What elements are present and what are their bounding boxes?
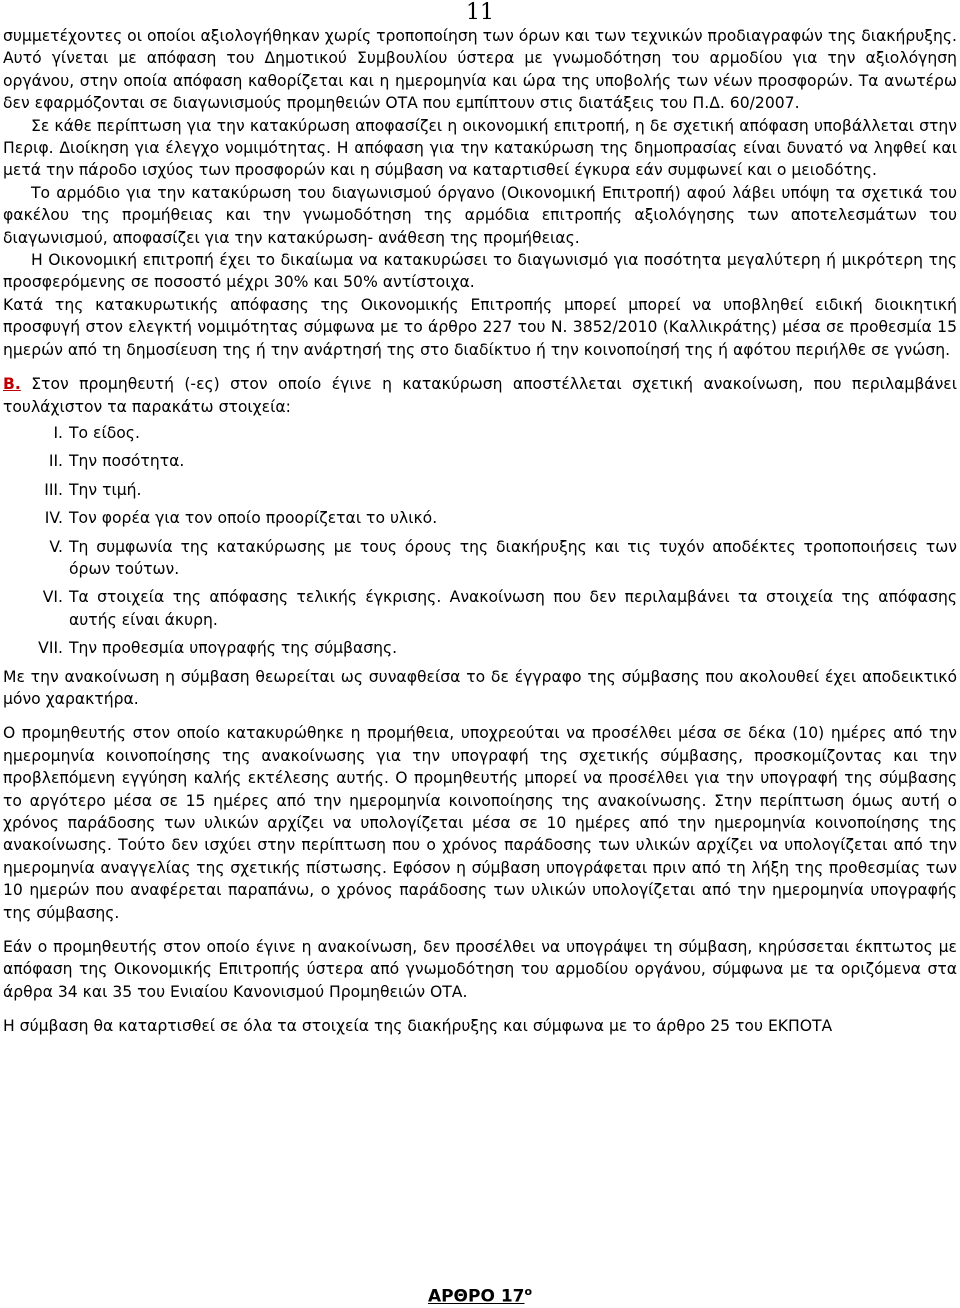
section-b-text: Στον προμηθευτή (-ες) στον οποίο έγινε η κατακύρωση αποστέλλεται σχετική ανακοίνωση, που περιλαμβάνει τουλάχιστον τα παρακάτω στοιχεία:: [3, 375, 957, 416]
list-item: [3, 536, 957, 581]
list-item-text: Τον φορέα για τον οποίο προορίζεται το υλικό.: [69, 509, 438, 528]
list-item: [3, 479, 957, 501]
page-number: 11: [466, 0, 494, 25]
list-item-text: Τη συμφωνία της κατακύρωσης με τους όρους της διακήρυξης και τις τυχόν αποδέκτες τροποποιήσεις των όρων τούτων.: [69, 537, 957, 578]
list-item-number: V.: [49, 537, 63, 556]
section-b: [3, 373, 957, 418]
article-heading-superscript: ο: [524, 1285, 533, 1298]
list-item-text: Την ποσότητα.: [69, 452, 185, 471]
paragraph-quantity-right: Η Οικονομική επιτροπή έχει το δικαίωμα να κατακυρώσει το διαγωνισμό για ποσότητα μεγαλύτερη ή μικρότερη της προσφερόμενης σε ποσοστό μέχρι 30% και 50% αντίστοιχα.: [3, 251, 957, 292]
list-item-number: IV.: [44, 509, 63, 528]
list-item-text: Τα στοιχεία της απόφασης τελικής έγκρισης. Ανακοίνωση που δεν περιλαμβάνει τα στοιχεία της απόφασης αυτής είναι άκυρη.: [69, 588, 957, 629]
list-item: [3, 586, 957, 631]
list-item: [3, 637, 957, 659]
list-item-number: VII.: [38, 639, 63, 658]
paragraph-competent-body: Το αρμόδιο για την κατακύρωση του διαγωνισμού όργανο (Οικονομική Επιτροπή) αφού λάβει υπόψη τα σχετικά του φακέλου της προμήθειας και την γνωμοδότηση της αρμόδια επιτροπής αξιολόγησης των αποτελεσμάτων του διαγωνισμού, αποφασίζει για την κατακύρωση- ανάθεση της προμήθειας.: [3, 183, 957, 247]
paragraph-committee-decision: Σε κάθε περίπτωση για την κατακύρωση αποφασίζει η οικονομική επιτροπή, η δε σχετική απόφαση υποβάλλεται στην Περιφ. Διοίκηση για έλεγχο νομιμότητας. Η απόφαση για την κατακύρωση της δημοπρασίας είναι δυνατό να ληφθεί και μετά την πάροδο ισχύος των προσφορών και η σύμβαση να καταρτισθεί έγκυρα εάν συμφωνεί και ο μειοδότης.: [3, 116, 957, 180]
list-item-text: Την προθεσμία υπογραφής της σύμβασης.: [69, 639, 398, 658]
article-heading-text: ΑΡΘΡΟ 17: [427, 1286, 525, 1307]
list-item-text: Το είδος.: [69, 423, 140, 442]
list-item-number: III.: [44, 480, 63, 499]
paragraph-resubmission: συμμετέχοντες οι οποίοι αξιολογήθηκαν χωρίς τροποποίηση των όρων και των τεχνικών προδιαγραφών της διακήρυξης. Αυτό γίνεται με απόφαση του Δημοτικού Συμβουλίου ύστερα με γνωμοδότηση του αρμοδίου για την αξιολόγηση οργάνου, στην οποία απόφαση καθορίζεται και η ημερομηνία και ώρα της υποβολής των νέων προσφορών. Τα ανωτέρω δεν εφαρμόζονται σε διαγωνισμούς προμηθειών ΟΤΑ που εμπίπτουν στις διατάξεις του Π.Δ. 60/2007.: [3, 27, 957, 113]
list-item-number: I.: [53, 423, 63, 442]
list-item-number: VI.: [42, 588, 63, 607]
paragraph-forfeiture: Εάν ο προμηθευτής στον οποίο έγινε η ανακοίνωση, δεν προσέλθει να υπογράψει τη σύμβαση, κηρύσσεται έκπτωτος με απόφαση της Οικονομικής Επιτροπής ύστερα από γνωμοδότηση του αρμοδίου οργάνου, σύμφωνα με τα οριζόμενα στα άρθρα 34 και 35 του Ενιαίου Κανονισμού Προμηθειών ΟΤΑ.: [3, 938, 957, 1001]
section-b-label: Β.: [3, 375, 21, 394]
notice-elements-list: [3, 422, 957, 660]
paragraph-contract-concluded: Με την ανακοίνωση η σύμβαση θεωρείται ως συναφθείσα το δε έγγραφο της σύμβασης που ακολουθεί έχει αποδεικτικό μόνο χαρακτήρα.: [3, 667, 957, 708]
paragraph-contract-drafting: Η σύμβαση θα καταρτισθεί σε όλα τα στοιχεία της διακήρυξης και σύμφωνα με το άρθρο 25 του ΕΚΠΟΤΑ: [3, 1017, 833, 1036]
list-item: [3, 422, 957, 444]
article-heading: [0, 1281, 960, 1308]
list-item-number: II.: [48, 452, 63, 471]
paragraph-supplier-obligations: Ο προμηθευτής στον οποίο κατακυρώθηκε η προμήθεια, υποχρεούται να προσέλθει μέσα σε δέκα (10) ημέρες από την ημερομηνία κοινοποίησης της ανακοίνωσης για την υπογραφή της σχετικής σύμβασης, προσκομίζοντας και την προβλεπόμενη εγγύηση καλής εκτέλεσης αυτής. Ο προμηθευτής μπορεί να προσέλθει για την υπογραφή της σύμβασης το αργότερο μέσα σε 15 ημέρες από την ημερομηνία κοινοποίησης της ανακοίνωσης. Στην περίπτωση όμως αυτή ο χρόνος παράδοσης των υλικών αρχίζει να υπολογίζεται μέσα σε 10 ημέρες από την ημερομηνία κοινοποίησης της ανακοίνωσης. Τούτο δεν ισχύει στην περίπτωση που ο χρόνος παράδοσης των υλικών αρχίζει να υπολογίζεται από την ημερομηνία αναγγελίας της σχετικής πίστωσης. Εφόσον η σύμβαση υπογράφεται πριν από τη λήξη της προθεσμίας των 10 ημερών που αναφέρεται παραπάνω, ο χρόνος παράδοσης των υλικών υπολογίζεται από την ημερομηνία υπογραφής της σύμβασης.: [3, 724, 957, 922]
document-body: [3, 25, 957, 1038]
list-item-text: Την τιμή.: [69, 480, 142, 499]
paragraph-appeal: Κατά της κατακυρωτικής απόφασης της Οικονομικής Επιτροπής μπορεί μπορεί να υποβληθεί ειδική διοικητική προσφυγή στον ελεγκτή νομιμότητας σύμφωνα με το άρθρο 227 του Ν. 3852/2010 (Καλλικράτης) μέσα σε προθεσμία 15 ημερών από τη δημοσίευση της ή την ανάρτησή της στο διαδίκτυο ή την κοινοποίησή της ή αφότου περιήλθε σε γνώση.: [3, 295, 957, 359]
list-item: [3, 507, 957, 529]
list-item: [3, 450, 957, 472]
